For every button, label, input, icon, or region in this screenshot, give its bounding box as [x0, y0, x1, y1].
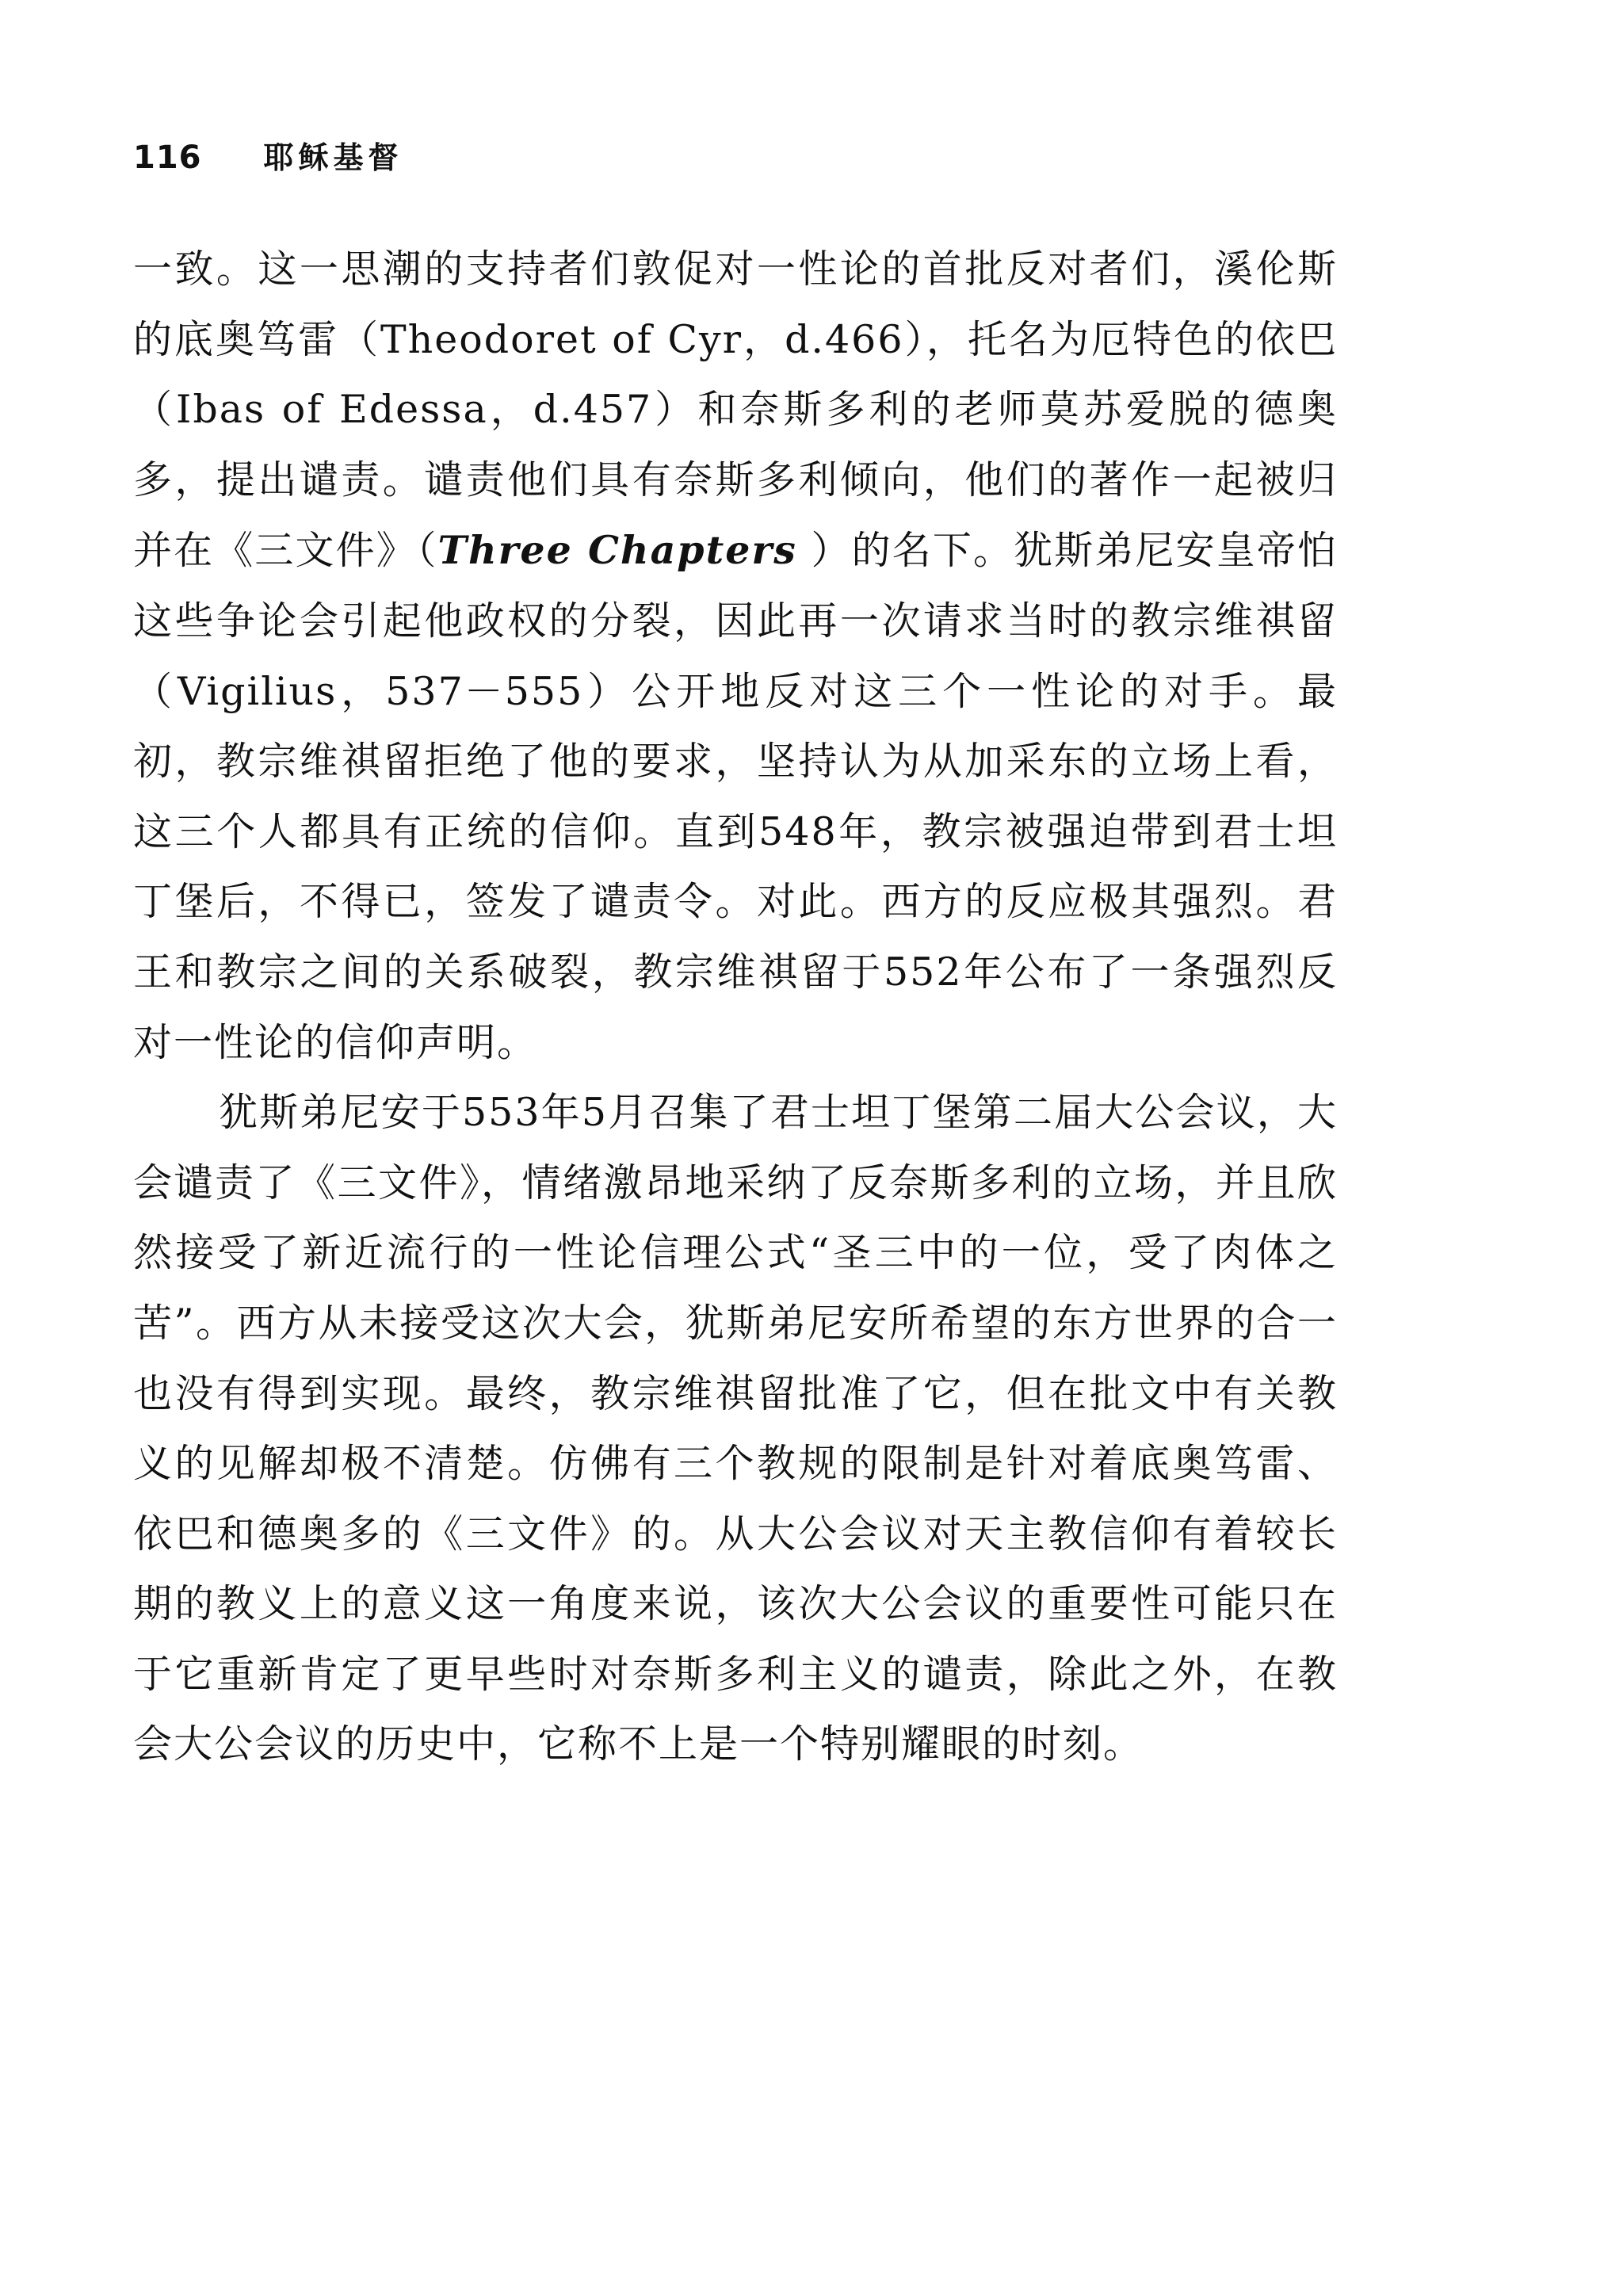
running-head	[133, 133, 403, 181]
paragraph-2: 犹斯弟尼安于553年5月召集了君士坦丁堡第二届大公会议，大会谴责了《三文件》，情绪激昂地采纳了反奈斯多利的立场，并且欣然接受了新近流行的一性论信理公式“圣三中的一位，受了肉体之苦”。西方从未接受这次大会，犹斯弟尼安所希望的东方世界的合一也没有得到实现。最终，教宗维祺留批准了它，但在批文中有关教义的见解却极不清楚。仿佛有三个教规的限制是针对着底奥笃雷、依巴和德奥多的《三文件》的。从大公会议对天主教信仰有着较长期的教义上的意义这一角度来说，该次大公会议的重要性可能只在于它重新肯定了更早些时对奈斯多利主义的谴责，除此之外，在教会大公会议的历史中，它称不上是一个特别耀眼的时刻。	[133, 1090, 1338, 1767]
paragraph-1-text-b: ）的名下。犹斯弟尼安皇帝怕这些争论会引起他政权的分裂，因此再一次请求当时的教宗维祺留（Vigilius，537－555）公开地反对这三个一性论的对手。最初，教宗维祺留拒绝了他的要求，坚持认为从加采东的立场上看，这三个人都具有正统的信仰。直到548年，教宗被强迫带到君士坦丁堡后，不得已，签发了谴责令。对此。西方的反应极其强烈。君王和教宗之间的关系破裂，教宗维祺留于552年公布了一条强烈反对一性论的信仰声明。	[133, 528, 1338, 1065]
page-number: 116	[133, 139, 202, 176]
paragraph-1-text-a: 一致。这一思潮的支持者们敦促对一性论的首批反对者们，溪伦斯的底奥笃雷（Theodoret of Cyr，d.466），托名为厄特色的依巴（Ibas of Edessa，d.457）和奈斯多利的老师莫苏爱脱的德奥多，提出谴责。谴责他们具有奈斯多利倾向，他们的著作一起被归并在《三文件》（	[133, 246, 1338, 574]
book-title: 耶稣基督	[263, 140, 403, 175]
paragraph-1	[133, 235, 1338, 1078]
italic-title-three-chapters: Three Chapters	[437, 527, 797, 574]
body-text	[133, 235, 1338, 1780]
